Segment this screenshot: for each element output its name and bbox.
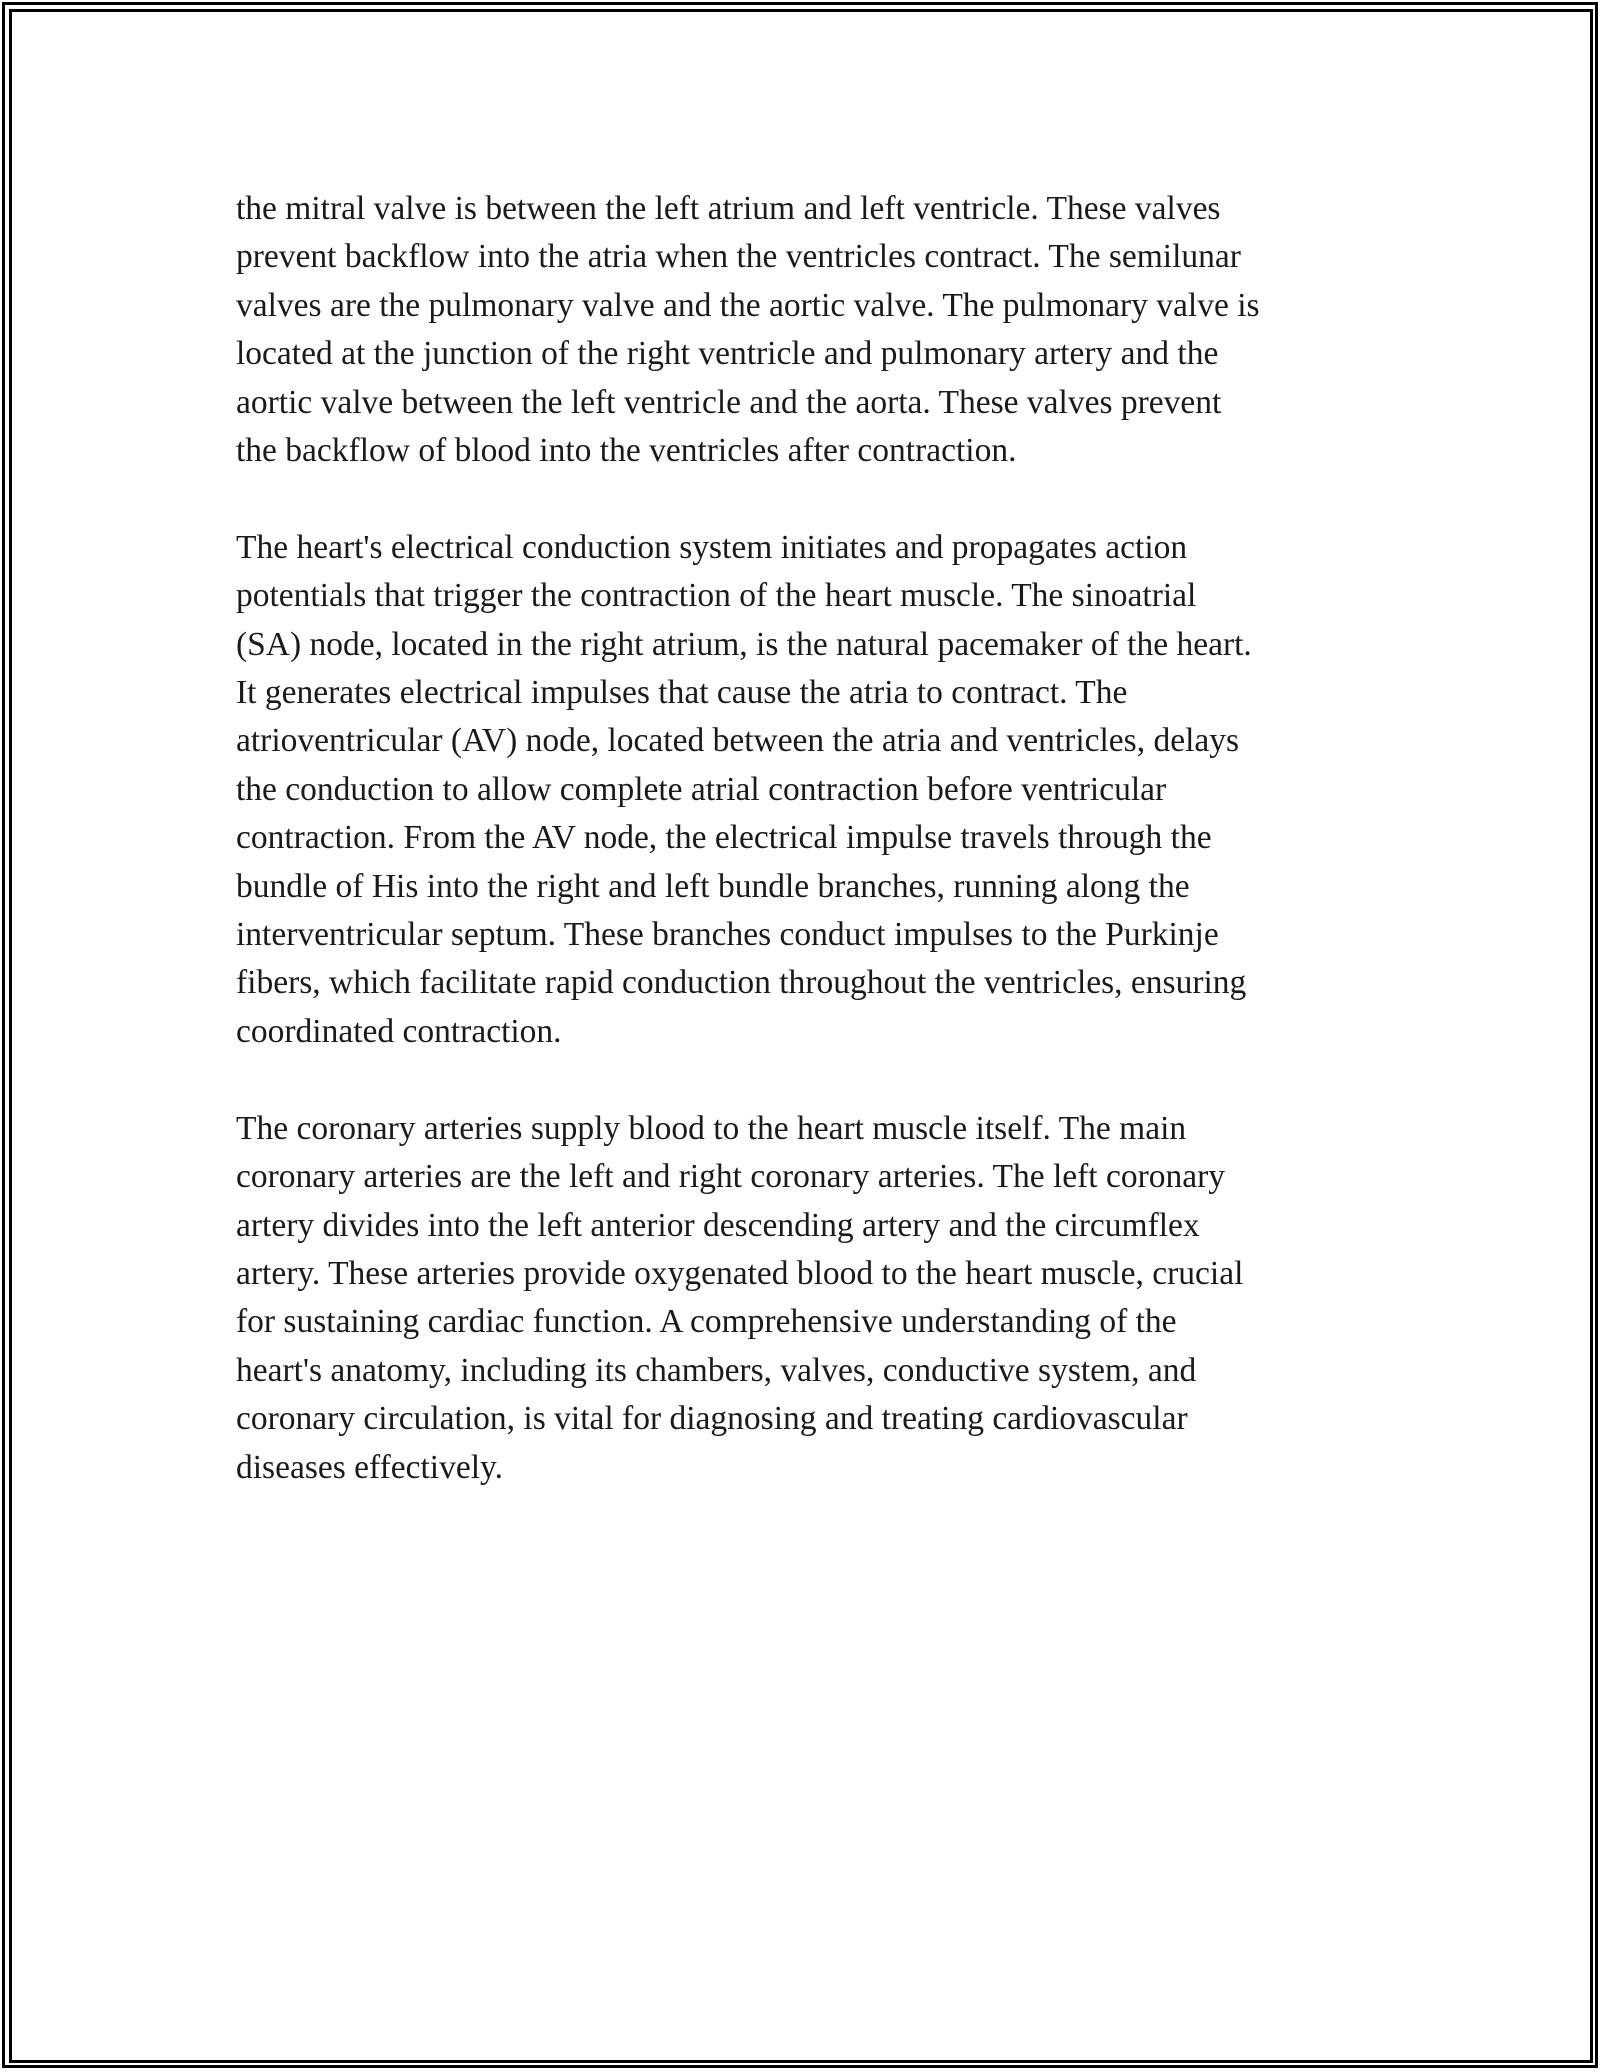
paragraph-valves: the mitral valve is between the left atrium and left ventricle. These valves prevent backflow into the atria when the ventricles contract. The semilunar valves are the pulmonary valve and the aortic valve. The pulmonary valve is located at the junction of the right ventricle and pulmonary artery and the aortic valve between the left ventricle and the aorta. These valves prevent the backflow of blood into the ventricles after contraction. [236,190,1260,470]
paragraph-conduction-system: The heart's electrical conduction system initiates and propagates action potentials that trigger the contraction of the heart muscle. The sinoatrial (SA) node, located in the right atrium, is the natural pacemaker of the heart. It generates electrical impulses that cause the atria to contract. The atrioventricular (AV) node, located between the atria and ventricles, delays the conduction to allow complete atrial contraction before ventricular contraction. From the AV node, the electrical impulse travels through the bundle of His into the right and left bundle branches, running along the interventricular septum. These branches conduct impulses to the Purkinje fibers, which facilitate rapid conduction throughout the ventricles, ensuring coordinated contraction. [236,528,1252,1050]
paragraph-coronary-arteries: The coronary arteries supply blood to the heart muscle itself. The main coronary arteries are the left and right coronary arteries. The left coronary artery divides into the left anterior descending artery and the circumflex artery. These arteries provide oxygenated blood to the heart muscle, crucial for sustaining cardiac function. A comprehensive understanding of the heart's anatomy, including its chambers, valves, conductive system, and coronary circulation, is vital for diagnosing and treating cardiovascular diseases effectively. [236,1109,1244,1486]
document-body [236,185,1376,1540]
